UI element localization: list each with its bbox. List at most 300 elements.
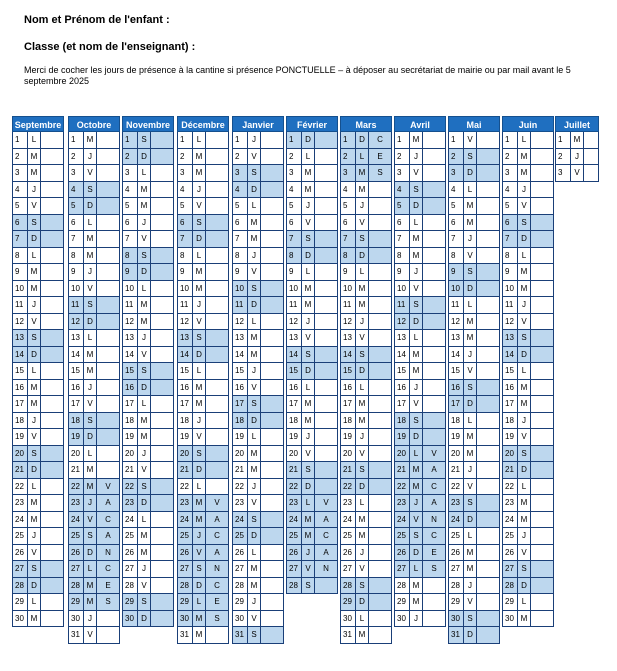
attendance-checkbox[interactable] [423,578,445,594]
attendance-checkbox[interactable] [477,578,499,594]
attendance-checkbox[interactable] [423,396,445,412]
attendance-checkbox[interactable] [206,281,228,297]
attendance-checkbox[interactable] [261,231,283,247]
attendance-checkbox[interactable] [41,347,63,363]
attendance-checkbox[interactable] [151,528,173,544]
attendance-checkbox[interactable] [41,215,63,231]
attendance-checkbox[interactable] [315,363,337,379]
attendance-checkbox[interactable] [369,380,391,396]
attendance-checkbox[interactable] [261,429,283,445]
attendance-checkbox[interactable] [369,363,391,379]
attendance-checkbox[interactable] [369,314,391,330]
attendance-checkbox[interactable] [477,165,499,181]
attendance-checkbox[interactable] [261,297,283,313]
attendance-checkbox[interactable] [315,231,337,247]
weekday-letter: V [28,429,41,445]
attendance-checkbox[interactable] [261,528,283,544]
attendance-checkbox[interactable] [369,446,391,462]
attendance-checkbox[interactable] [423,297,445,313]
attendance-checkbox[interactable] [369,297,391,313]
attendance-checkbox[interactable] [151,281,173,297]
attendance-checkbox[interactable] [369,462,391,478]
attendance-checkbox[interactable] [477,182,499,198]
attendance-checkbox[interactable] [477,396,499,412]
attendance-checkbox[interactable] [151,347,173,363]
attendance-checkbox[interactable] [531,528,553,544]
attendance-checkbox[interactable] [531,149,553,165]
day-number: 7 [233,231,248,247]
attendance-checkbox[interactable] [531,198,553,214]
attendance-checkbox[interactable] [97,462,119,478]
attendance-checkbox[interactable] [261,363,283,379]
attendance-checkbox[interactable] [315,413,337,429]
attendance-checkbox[interactable] [41,429,63,445]
attendance-checkbox[interactable] [97,429,119,445]
attendance-checkbox[interactable] [41,380,63,396]
weekday-letter: L [84,446,97,462]
attendance-checkbox[interactable] [315,264,337,280]
attendance-checkbox[interactable] [151,198,173,214]
attendance-checkbox[interactable] [369,215,391,231]
holiday-letter: C [206,528,228,544]
attendance-checkbox[interactable] [315,479,337,495]
attendance-checkbox[interactable] [261,611,283,627]
attendance-checkbox[interactable] [531,182,553,198]
attendance-checkbox[interactable] [206,215,228,231]
weekday-letter: S [302,347,315,363]
day-row [232,479,284,496]
attendance-checkbox[interactable] [423,594,445,610]
attendance-checkbox[interactable] [151,413,173,429]
attendance-checkbox[interactable] [315,198,337,214]
attendance-checkbox[interactable] [315,248,337,264]
attendance-checkbox[interactable] [531,545,553,561]
attendance-checkbox[interactable] [423,132,445,148]
attendance-checkbox[interactable] [97,627,119,643]
attendance-checkbox[interactable] [369,561,391,577]
attendance-checkbox[interactable] [369,413,391,429]
attendance-checkbox[interactable] [41,512,63,528]
month-header: Février [286,116,338,132]
attendance-checkbox[interactable] [369,429,391,445]
attendance-checkbox[interactable] [261,380,283,396]
attendance-checkbox[interactable] [423,380,445,396]
attendance-checkbox[interactable] [315,314,337,330]
attendance-checkbox[interactable] [315,347,337,363]
attendance-checkbox[interactable] [151,512,173,528]
attendance-checkbox[interactable] [41,495,63,511]
attendance-checkbox[interactable] [206,264,228,280]
attendance-checkbox[interactable] [41,578,63,594]
attendance-checkbox[interactable] [41,165,63,181]
attendance-checkbox[interactable] [97,165,119,181]
attendance-checkbox[interactable] [531,231,553,247]
day-number: 7 [449,231,464,247]
attendance-checkbox[interactable] [41,149,63,165]
attendance-checkbox[interactable] [369,264,391,280]
attendance-checkbox[interactable] [315,132,337,148]
day-number: 3 [13,165,28,181]
attendance-checkbox[interactable] [477,429,499,445]
attendance-checkbox[interactable] [423,429,445,445]
attendance-checkbox[interactable] [315,281,337,297]
day-number: 18 [287,413,302,429]
attendance-checkbox[interactable] [423,248,445,264]
attendance-checkbox[interactable] [531,165,553,181]
attendance-checkbox[interactable] [477,198,499,214]
attendance-checkbox[interactable] [97,611,119,627]
attendance-checkbox[interactable] [41,314,63,330]
attendance-checkbox[interactable] [531,561,553,577]
attendance-checkbox[interactable] [477,627,499,643]
attendance-checkbox[interactable] [315,396,337,412]
attendance-checkbox[interactable] [261,594,283,610]
day-row [340,314,392,331]
attendance-checkbox[interactable] [41,231,63,247]
attendance-checkbox[interactable] [531,479,553,495]
attendance-checkbox[interactable] [41,330,63,346]
attendance-checkbox[interactable] [369,611,391,627]
attendance-checkbox[interactable] [315,380,337,396]
attendance-checkbox[interactable] [206,347,228,363]
attendance-checkbox[interactable] [477,380,499,396]
attendance-checkbox[interactable] [369,479,391,495]
attendance-checkbox[interactable] [151,363,173,379]
attendance-checkbox[interactable] [206,396,228,412]
day-row [340,347,392,364]
attendance-checkbox[interactable] [151,297,173,313]
attendance-checkbox[interactable] [261,512,283,528]
attendance-checkbox[interactable] [531,132,553,148]
attendance-checkbox[interactable] [261,347,283,363]
attendance-checkbox[interactable] [97,297,119,313]
attendance-checkbox[interactable] [315,297,337,313]
attendance-checkbox[interactable] [477,446,499,462]
attendance-checkbox[interactable] [531,611,553,627]
attendance-checkbox[interactable] [315,182,337,198]
attendance-checkbox[interactable] [423,264,445,280]
attendance-checkbox[interactable] [477,413,499,429]
attendance-checkbox[interactable] [97,314,119,330]
attendance-checkbox[interactable] [369,528,391,544]
attendance-checkbox[interactable] [531,429,553,445]
attendance-checkbox[interactable] [584,149,598,165]
attendance-checkbox[interactable] [97,215,119,231]
attendance-checkbox[interactable] [41,132,63,148]
attendance-checkbox[interactable] [261,396,283,412]
attendance-checkbox[interactable] [151,132,173,148]
attendance-checkbox[interactable] [315,462,337,478]
attendance-checkbox[interactable] [206,380,228,396]
attendance-checkbox[interactable] [423,314,445,330]
attendance-checkbox[interactable] [477,248,499,264]
attendance-checkbox[interactable] [97,330,119,346]
day-number: 11 [341,297,356,313]
attendance-checkbox[interactable] [477,512,499,528]
attendance-checkbox[interactable] [531,314,553,330]
attendance-checkbox[interactable] [41,611,63,627]
day-row [286,363,338,380]
attendance-checkbox[interactable] [315,149,337,165]
attendance-checkbox[interactable] [151,495,173,511]
attendance-checkbox[interactable] [151,462,173,478]
day-row [177,264,229,281]
attendance-checkbox[interactable] [97,248,119,264]
attendance-checkbox[interactable] [369,231,391,247]
attendance-checkbox[interactable] [41,446,63,462]
attendance-checkbox[interactable] [531,495,553,511]
attendance-checkbox[interactable] [206,297,228,313]
attendance-checkbox[interactable] [531,380,553,396]
attendance-checkbox[interactable] [261,545,283,561]
attendance-checkbox[interactable] [41,413,63,429]
attendance-checkbox[interactable] [369,578,391,594]
attendance-checkbox[interactable] [423,231,445,247]
attendance-checkbox[interactable] [41,264,63,280]
attendance-checkbox[interactable] [423,347,445,363]
attendance-checkbox[interactable] [97,363,119,379]
attendance-checkbox[interactable] [261,495,283,511]
attendance-checkbox[interactable] [369,182,391,198]
attendance-checkbox[interactable] [206,446,228,462]
day-row [122,479,174,496]
attendance-checkbox[interactable] [531,215,553,231]
attendance-checkbox[interactable] [477,330,499,346]
attendance-checkbox[interactable] [41,528,63,544]
attendance-checkbox[interactable] [206,198,228,214]
attendance-checkbox[interactable] [315,215,337,231]
attendance-checkbox[interactable] [261,215,283,231]
attendance-checkbox[interactable] [477,297,499,313]
attendance-checkbox[interactable] [261,413,283,429]
attendance-checkbox[interactable] [584,132,598,148]
attendance-checkbox[interactable] [41,396,63,412]
attendance-checkbox[interactable] [584,165,598,181]
attendance-checkbox[interactable] [41,281,63,297]
attendance-checkbox[interactable] [477,561,499,577]
attendance-checkbox[interactable] [477,363,499,379]
attendance-checkbox[interactable] [531,248,553,264]
attendance-checkbox[interactable] [206,314,228,330]
attendance-checkbox[interactable] [531,363,553,379]
attendance-checkbox[interactable] [261,462,283,478]
attendance-checkbox[interactable] [97,347,119,363]
attendance-checkbox[interactable] [41,594,63,610]
day-number: 8 [13,248,28,264]
attendance-checkbox[interactable] [261,446,283,462]
weekday-letter: M [248,578,261,594]
attendance-checkbox[interactable] [41,545,63,561]
attendance-checkbox[interactable] [151,611,173,627]
attendance-checkbox[interactable] [151,264,173,280]
attendance-checkbox[interactable] [41,297,63,313]
attendance-checkbox[interactable] [151,446,173,462]
attendance-checkbox[interactable] [261,182,283,198]
attendance-checkbox[interactable] [97,380,119,396]
attendance-checkbox[interactable] [423,281,445,297]
attendance-checkbox[interactable] [477,495,499,511]
attendance-checkbox[interactable] [206,330,228,346]
attendance-checkbox[interactable] [206,132,228,148]
attendance-checkbox[interactable] [261,264,283,280]
attendance-checkbox[interactable] [261,281,283,297]
attendance-checkbox[interactable] [531,413,553,429]
weekday-letter: S [302,231,315,247]
attendance-checkbox[interactable] [151,231,173,247]
attendance-checkbox[interactable] [531,512,553,528]
attendance-checkbox[interactable] [151,314,173,330]
attendance-checkbox[interactable] [477,594,499,610]
attendance-checkbox[interactable] [369,594,391,610]
attendance-checkbox[interactable] [261,578,283,594]
attendance-checkbox[interactable] [261,132,283,148]
attendance-checkbox[interactable] [206,462,228,478]
attendance-checkbox[interactable] [41,479,63,495]
attendance-checkbox[interactable] [41,182,63,198]
attendance-checkbox[interactable] [41,248,63,264]
attendance-checkbox[interactable] [531,297,553,313]
attendance-checkbox[interactable] [423,149,445,165]
attendance-checkbox[interactable] [531,446,553,462]
attendance-checkbox[interactable] [423,198,445,214]
attendance-checkbox[interactable] [261,149,283,165]
attendance-checkbox[interactable] [315,578,337,594]
attendance-checkbox[interactable] [369,248,391,264]
attendance-checkbox[interactable] [97,198,119,214]
attendance-checkbox[interactable] [369,396,391,412]
weekday-letter: D [464,281,477,297]
attendance-checkbox[interactable] [206,479,228,495]
attendance-checkbox[interactable] [477,462,499,478]
attendance-checkbox[interactable] [261,479,283,495]
attendance-checkbox[interactable] [315,330,337,346]
attendance-checkbox[interactable] [206,165,228,181]
attendance-checkbox[interactable] [151,149,173,165]
attendance-checkbox[interactable] [477,611,499,627]
attendance-checkbox[interactable] [151,380,173,396]
attendance-checkbox[interactable] [369,330,391,346]
attendance-checkbox[interactable] [477,281,499,297]
attendance-checkbox[interactable] [477,347,499,363]
attendance-checkbox[interactable] [261,198,283,214]
attendance-checkbox[interactable] [206,231,228,247]
attendance-checkbox[interactable] [423,165,445,181]
attendance-checkbox[interactable] [97,413,119,429]
attendance-checkbox[interactable] [531,347,553,363]
attendance-checkbox[interactable] [151,578,173,594]
attendance-checkbox[interactable] [477,479,499,495]
attendance-checkbox[interactable] [531,281,553,297]
attendance-checkbox[interactable] [531,396,553,412]
attendance-checkbox[interactable] [369,627,391,643]
attendance-checkbox[interactable] [369,281,391,297]
attendance-checkbox[interactable] [477,314,499,330]
attendance-checkbox[interactable] [423,330,445,346]
attendance-checkbox[interactable] [206,149,228,165]
day-row [286,495,338,512]
attendance-checkbox[interactable] [206,248,228,264]
attendance-checkbox[interactable] [151,594,173,610]
attendance-checkbox[interactable] [369,198,391,214]
attendance-checkbox[interactable] [423,363,445,379]
attendance-checkbox[interactable] [151,429,173,445]
attendance-checkbox[interactable] [97,231,119,247]
day-row [286,561,338,578]
attendance-checkbox[interactable] [261,561,283,577]
attendance-checkbox[interactable] [206,627,228,643]
attendance-checkbox[interactable] [151,215,173,231]
attendance-checkbox[interactable] [315,429,337,445]
attendance-checkbox[interactable] [206,182,228,198]
day-row [340,462,392,479]
attendance-checkbox[interactable] [97,396,119,412]
attendance-checkbox[interactable] [206,363,228,379]
attendance-checkbox[interactable] [151,396,173,412]
attendance-checkbox[interactable] [531,330,553,346]
attendance-checkbox[interactable] [151,330,173,346]
attendance-checkbox[interactable] [261,165,283,181]
attendance-checkbox[interactable] [41,198,63,214]
attendance-checkbox[interactable] [531,264,553,280]
attendance-checkbox[interactable] [531,578,553,594]
attendance-checkbox[interactable] [151,248,173,264]
attendance-checkbox[interactable] [477,264,499,280]
attendance-checkbox[interactable] [477,231,499,247]
attendance-checkbox[interactable] [151,545,173,561]
attendance-checkbox[interactable] [97,446,119,462]
attendance-checkbox[interactable] [41,462,63,478]
attendance-checkbox[interactable] [97,149,119,165]
attendance-checkbox[interactable] [206,429,228,445]
attendance-checkbox[interactable] [423,182,445,198]
attendance-checkbox[interactable] [97,132,119,148]
attendance-checkbox[interactable] [531,594,553,610]
attendance-checkbox[interactable] [423,413,445,429]
attendance-checkbox[interactable] [369,545,391,561]
attendance-checkbox[interactable] [41,561,63,577]
attendance-checkbox[interactable] [41,363,63,379]
attendance-checkbox[interactable] [151,561,173,577]
attendance-checkbox[interactable] [369,512,391,528]
day-number: 2 [503,149,518,165]
attendance-checkbox[interactable] [261,627,283,643]
attendance-checkbox[interactable] [261,330,283,346]
attendance-checkbox[interactable] [477,149,499,165]
attendance-checkbox[interactable] [315,165,337,181]
attendance-checkbox[interactable] [261,248,283,264]
day-row [68,627,120,644]
attendance-checkbox[interactable] [477,132,499,148]
attendance-checkbox[interactable] [97,182,119,198]
attendance-checkbox[interactable] [477,528,499,544]
attendance-checkbox[interactable] [423,611,445,627]
attendance-checkbox[interactable] [477,545,499,561]
attendance-checkbox[interactable] [97,281,119,297]
attendance-checkbox[interactable] [151,479,173,495]
attendance-checkbox[interactable] [531,462,553,478]
weekday-letter: L [28,479,41,495]
attendance-checkbox[interactable] [369,495,391,511]
attendance-checkbox[interactable] [261,314,283,330]
attendance-checkbox[interactable] [477,215,499,231]
attendance-checkbox[interactable] [151,182,173,198]
attendance-checkbox[interactable] [206,413,228,429]
attendance-checkbox[interactable] [369,347,391,363]
attendance-checkbox[interactable] [315,446,337,462]
attendance-checkbox[interactable] [423,215,445,231]
attendance-checkbox[interactable] [97,264,119,280]
attendance-checkbox[interactable] [151,165,173,181]
